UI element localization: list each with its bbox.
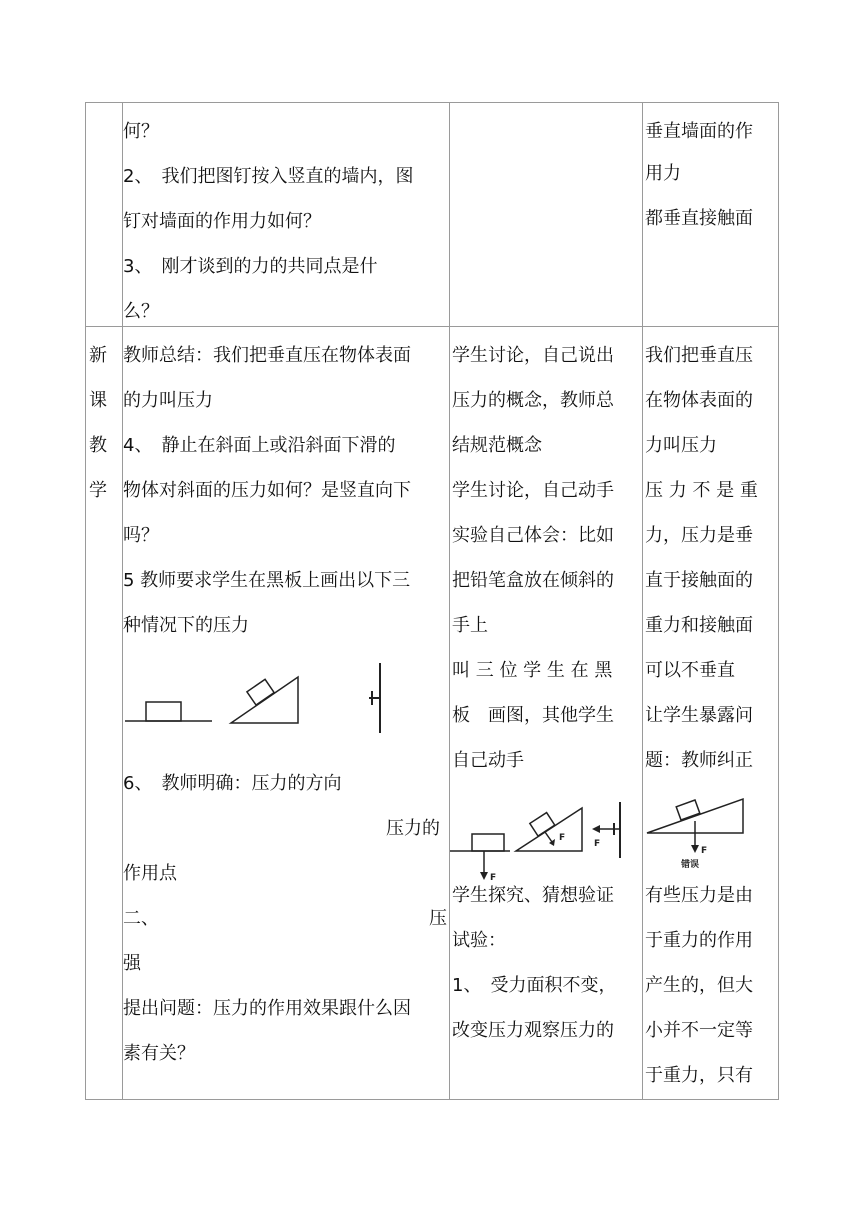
stage-char: 课 (89, 390, 107, 411)
text-line: 压 力 不 是 重 (645, 480, 758, 501)
stage-char: 学 (89, 480, 107, 501)
text-line: 题：教师纠正 (645, 750, 753, 771)
text-line: 3、 刚才谈到的力的共同点是什 (123, 256, 378, 277)
force-label: F (559, 833, 566, 843)
force-label: F (701, 846, 708, 856)
text-line: 学生讨论，自己动手 (452, 480, 614, 501)
text-line: 实验自己体会：比如 (452, 525, 614, 546)
text-line: 素有关？ (123, 1043, 195, 1064)
text-line: 小并不一定等 (645, 1020, 753, 1041)
text-line: 把铅笔盒放在倾斜的 (452, 570, 614, 591)
text-line: 于重力，只有 (645, 1065, 753, 1086)
text-line: 手上 (452, 615, 488, 636)
text-line: 力叫压力 (645, 435, 717, 456)
text-line: 么？ (123, 301, 159, 322)
table-border-top (85, 102, 779, 103)
text-line: 试验： (452, 930, 506, 951)
text-line: 板 画图，其他学生 (452, 705, 614, 726)
text-line: 种情况下的压力 (123, 615, 249, 636)
text-line: 都垂直接触面 (645, 208, 753, 229)
text-line: 我们把垂直压 (645, 345, 753, 366)
text-line: 学生讨论，自己说出 (452, 345, 614, 366)
table-border-right (778, 102, 779, 1100)
text-line: 的力叫压力 (123, 390, 213, 411)
text-line: 作用点 (123, 863, 177, 884)
wrong-caption: 错误 (681, 860, 700, 870)
text-line: 6、 教师明确：压力的方向 (123, 773, 342, 794)
text-line: 压力的概念，教师总 (452, 390, 614, 411)
wrong-force-diagram (645, 793, 755, 873)
stage-char: 新 (89, 345, 107, 366)
text-line: 自己动手 (452, 750, 524, 771)
table-border-bottom (85, 1099, 779, 1100)
text-line: 2、 我们把图钉按入竖直的墙内，图 (123, 166, 414, 187)
force-label: F (594, 839, 601, 849)
text-line: 压力的 (386, 818, 440, 839)
text-line: 4、 静止在斜面上或沿斜面下滑的 (123, 435, 396, 456)
text-line: 二、 (123, 908, 159, 929)
table-border-left (85, 102, 86, 1100)
text-line: 有些压力是由 (645, 885, 753, 906)
text-line: 产生的，但大 (645, 975, 753, 996)
text-line: 物体对斜面的压力如何？是竖直向下 (123, 480, 411, 501)
text-line: 力，压力是垂 (645, 525, 753, 546)
text-line: 何？ (123, 121, 159, 142)
force-label: F (490, 873, 497, 883)
text-line: 强 (123, 953, 141, 974)
block-on-floor (125, 702, 212, 721)
text-line: 提出问题：压力的作用效果跟什么因 (123, 998, 411, 1019)
text-line: 于重力的作用 (645, 930, 753, 951)
text-line: 5 教师要求学生在黑板上画出以下三 (123, 570, 411, 591)
text-line: 教师总结：我们把垂直压在物体表面 (123, 345, 411, 366)
pressure-situations-figure (120, 655, 400, 765)
text-line: 让学生暴露问 (645, 705, 753, 726)
column-divider (449, 102, 450, 1100)
text-line: 学生探究、猜想验证 (452, 885, 614, 906)
text-line: 叫 三 位 学 生 在 黑 (452, 660, 613, 681)
incline-force (516, 808, 582, 851)
pin-on-wall (369, 663, 380, 733)
text-line: 压 (429, 908, 447, 929)
text-line: 重力和接触面 (645, 615, 753, 636)
text-line: 可以不垂直 (645, 660, 735, 681)
text-line: 结规范概念 (452, 435, 542, 456)
text-line: 吗？ (123, 525, 159, 546)
text-line: 垂直墙面的作 (645, 121, 753, 142)
text-line: 用力 (645, 163, 681, 184)
text-line: 钉对墙面的作用力如何？ (123, 211, 321, 232)
text-line: 1、 受力面积不变， (452, 975, 617, 996)
stage-char: 教 (89, 435, 107, 456)
block-on-incline (231, 677, 298, 723)
column-divider (642, 102, 643, 1100)
row-divider (85, 326, 779, 327)
text-line: 在物体表面的 (645, 390, 753, 411)
text-line: 直于接触面的 (645, 570, 753, 591)
text-line: 改变压力观察压力的 (452, 1020, 614, 1041)
wall-force (592, 802, 620, 858)
